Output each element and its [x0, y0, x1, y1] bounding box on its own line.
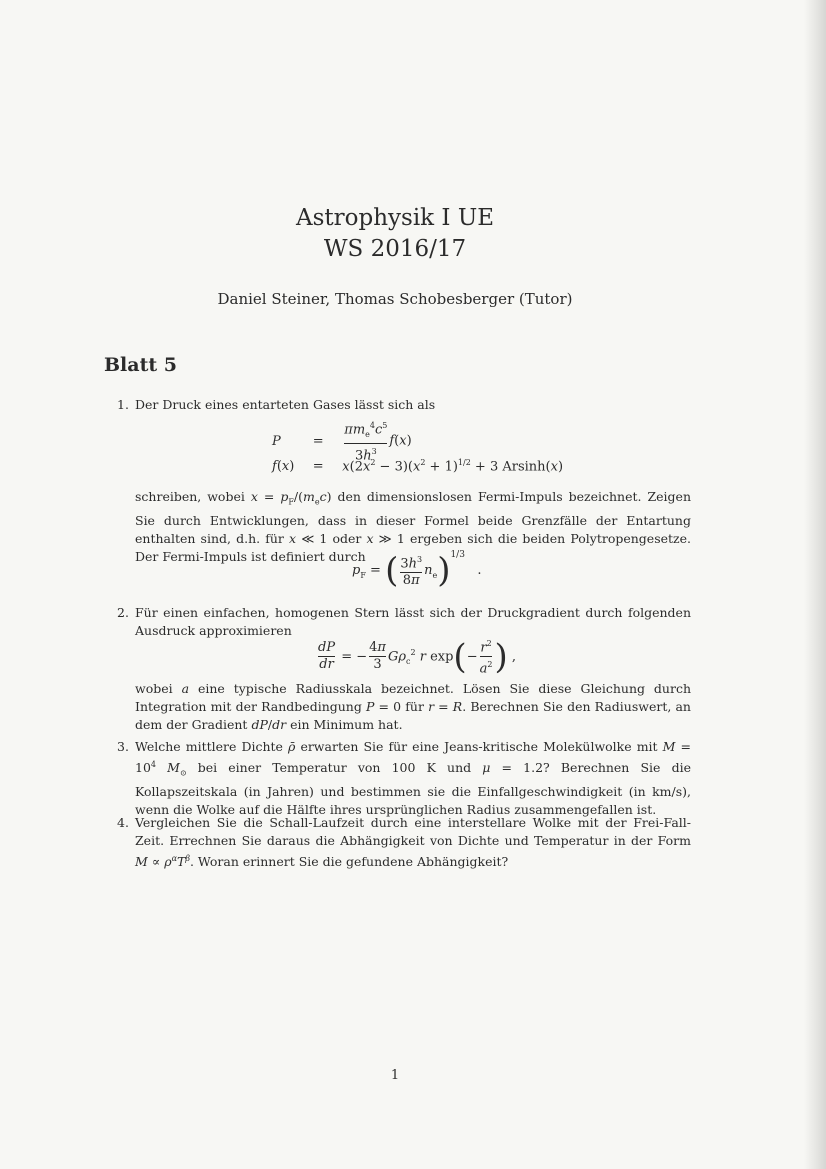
text: ? Berechnen Sie die Kollapszeitskala (in Jahren) und bestimmen sie die Einfallgeschwindigkeit (in km/s), wenn die Wolke auf die Hälfte ihres ursprünglichen Radius zusammengefallen ist.: [135, 760, 691, 817]
text: ein Minimum hat.: [290, 717, 403, 732]
problem-1-text: schreiben, wobei $x = p_F/(m_ec)$ den dimensionslosen Fermi-Impuls bezeichnet. Zeigen Sie durch Entwicklungen, dass in dieser Formel beide Grenzfälle der Entartung enthalten sind, d.h. für x ≪ 1 oder x ≫ 1 ergeben sich die beiden Polytropengesetze. Der Fermi-Impuls ist definiert durch: [135, 489, 691, 564]
equation-pressure: P = $\frac{\pi m_e^4c^5}{3h^3}$ f(x): [272, 421, 412, 464]
equation-fermi-momentum: $p_F$ = ( $\frac{3h^3}{8\pi}$ $n_e)^{1/3}$ .: [352, 549, 482, 591]
sheet-title: Blatt 5: [104, 354, 177, 376]
problem-number: 4.: [117, 815, 129, 830]
text: oder: [332, 530, 362, 546]
problem-number: 2.: [117, 605, 129, 620]
text: wobei: [135, 681, 173, 696]
course-title: Astrophysik I UE: [295, 205, 494, 231]
text: ergeben sich die beiden Polytropengesetze. Der Fermi-Impuls ist definiert durch: [135, 530, 691, 564]
problem-number: 3.: [117, 739, 129, 754]
text: Vergleichen Sie die Schall-Laufzeit durch eine interstellare Wolke mit der Frei-Fall-Zeit. Errechnen Sie daraus die Abhängigkeit von Dichte und Temperatur in der Form: [135, 815, 691, 848]
equation-pressure-gradient: $\frac{dP}{dr}$ = − $\frac{4\pi}{3}$ $G\rho_c^2$ r exp(− $\frac{r^2}{a^2}$ ) ,: [318, 636, 516, 677]
authors: Daniel Steiner, Thomas Schobesberger (Tutor): [217, 290, 573, 308]
semester: WS 2016/17: [323, 236, 467, 262]
problem-2-text: wobei a eine typische Radiusskala bezeichnet. Lösen Sie diese Gleichung durch Integration mit der Randbedingung P = 0 für r = R. Berechnen Sie den Radiuswert, an dem der Gradient dP/dr ein Minimum hat.: [135, 681, 691, 732]
problem-2: [117, 604, 691, 640]
equation-f-of-x: $f(x) = x(2x^2 - 3)(x^2 + 1)^{1/2} + 3$ Arsinh(x): [272, 458, 564, 475]
text: den dimensionslosen Fermi-Impuls bezeichnet. Zeigen Sie durch Entwicklungen, dass in dieser Formel beide Grenzfälle der Entartung enthalten sind, d.h. für: [135, 489, 691, 546]
problem-2-intro: Für einen einfachen, homogenen Stern lässt sich der Druckgradient durch folgenden Ausdruck approximieren: [135, 605, 691, 638]
text: für: [405, 699, 424, 714]
page-number: 1: [390, 1068, 400, 1083]
text: . Woran erinnert Sie die gefundene Abhängigkeit?: [189, 854, 509, 870]
text: bei einer Temperatur von 100 K und: [197, 760, 472, 776]
page-edge-shadow: [804, 0, 826, 1169]
text: schreiben, wobei: [135, 489, 245, 504]
text: eine typische Radiusskala bezeichnet. Lösen Sie diese Gleichung durch Integration mit der Randbedingung: [135, 681, 691, 714]
problem-4: 4. Vergleichen Sie die Schall-Laufzeit durch eine interstellare Wolke mit der Frei-Fall-Zeit. Errechnen Sie daraus die Abhängigkeit von Dichte und Temperatur in der Form $M \propto \rho^\alpha T^\beta$. Woran erinnert Sie die gefundene Abhängigkeit?: [117, 815, 691, 870]
problem-3: 3. Welche mittlere Dichte ρ̄ erwarten Sie für eine Jeans-kritische Molekülwolke mit $M = 10^4$ $M_⊙$ bei einer Temperatur von 100 K und μ = 1.2? Berechnen Sie die Kollapszeitskala (in Jahren) und bestimmen sie die Einfallgeschwindigkeit (in km/s), wenn die Wolke auf die Hälfte ihres ursprünglichen Radius zusammengefallen ist.: [117, 739, 691, 817]
problem-number: 1.: [117, 397, 129, 412]
text: erwarten Sie für eine Jeans-kritische Molekülwolke mit: [300, 739, 658, 754]
text: . Berechnen Sie den Radiuswert, an dem der Gradient: [135, 699, 691, 732]
text: Welche mittlere Dichte: [135, 739, 283, 754]
problem-1: [117, 396, 691, 414]
problem-1-intro: Der Druck eines entarteten Gases lässt sich als: [135, 397, 436, 412]
